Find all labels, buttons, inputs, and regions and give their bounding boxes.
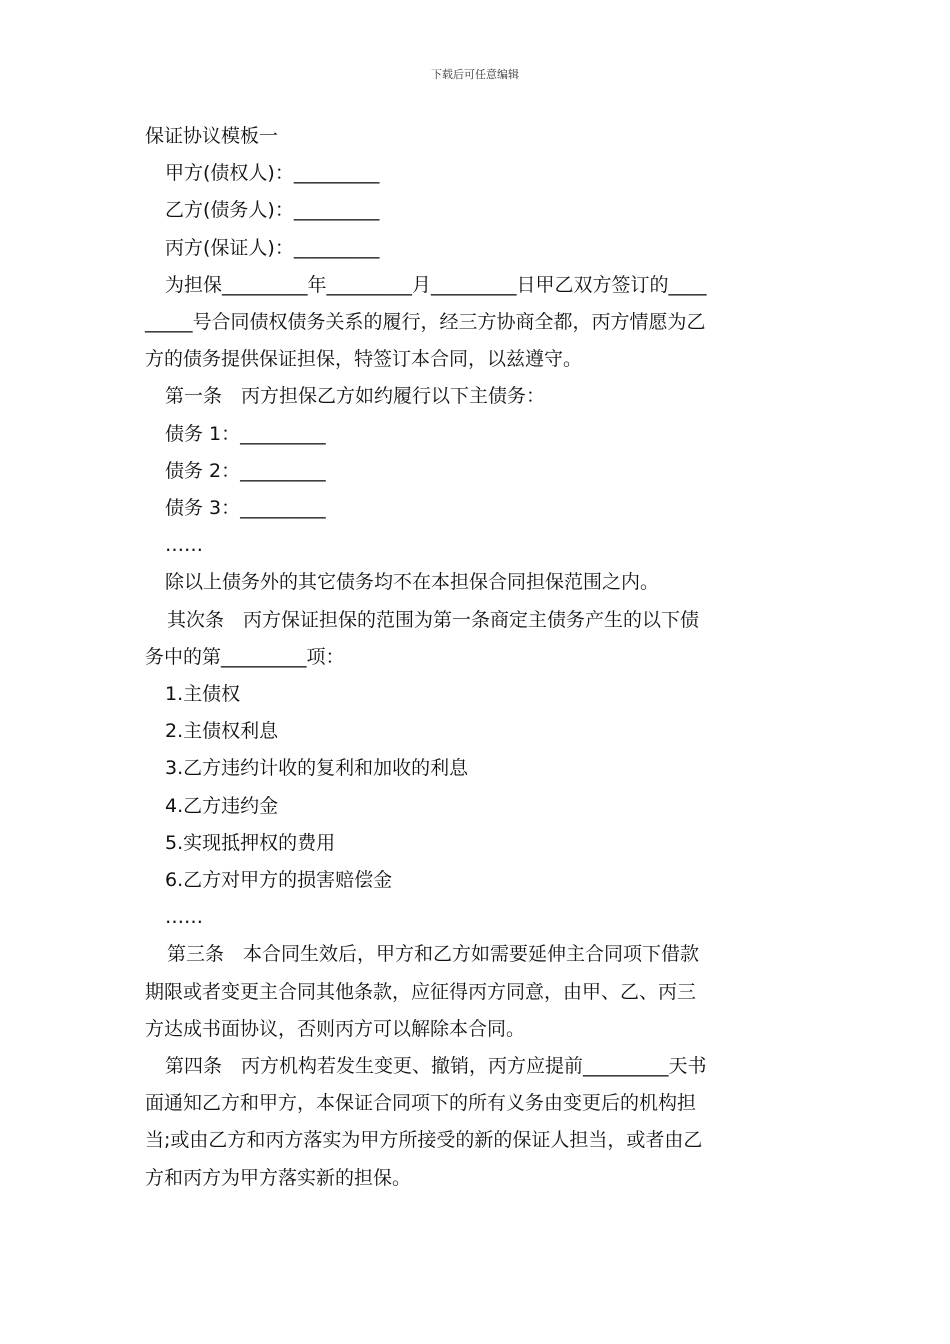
- scope-item-5: 5.实现抵押权的费用: [165, 831, 336, 854]
- scope-item-1: 1.主债权: [165, 683, 241, 706]
- intro-line-1: 为担保_________年_________月_________日甲乙双方签订的____: [165, 273, 707, 296]
- page-header: 下载后可任意编辑: [431, 68, 519, 81]
- article1-note: 除以上债务外的其它债务均不在本担保合同担保范围之内。: [165, 571, 660, 594]
- debt-line-2: 债务 2：_________: [165, 459, 326, 482]
- party-c-line: 丙方(保证人)：_________: [165, 236, 380, 259]
- article3-line-2: 期限或者变更主合同其他条款，应征得丙方同意，由甲、乙、丙三: [145, 980, 697, 1003]
- scope-item-4: 4.乙方违约金: [165, 794, 279, 817]
- party-a-line: 甲方(债权人)：_________: [165, 162, 380, 185]
- document-body: [145, 118, 810, 1197]
- article3-line-3: 方达成书面协议，否则丙方可以解除本合同。: [145, 1017, 526, 1040]
- intro-line-2: _____号合同债权债务关系的履行，经三方协商全都，丙方情愿为乙: [145, 311, 706, 334]
- scope-item-3: 3.乙方违约计收的复利和加收的利息: [165, 757, 469, 780]
- scope-item-6: 6.乙方对甲方的损害赔偿金: [165, 869, 393, 892]
- intro-line-3: 方的债务提供保证担保，特签订本合同，以兹遵守。: [145, 348, 583, 371]
- article2-line-1: 其次条 丙方保证担保的范围为第一条商定主债务产生的以下债: [167, 608, 700, 631]
- article4-line-4: 方和丙方为甲方落实新的担保。: [145, 1166, 412, 1189]
- article1-ellipsis: ……: [165, 534, 203, 557]
- article2-ellipsis: ……: [165, 906, 203, 929]
- article4-line-2: 面通知乙方和甲方，本保证合同项下的所有义务由变更后的机构担: [145, 1092, 697, 1115]
- article4-line-1: 第四条 丙方机构若发生变更、撤销，丙方应提前_________天书: [165, 1055, 707, 1078]
- document-title: 保证协议模板一: [145, 125, 279, 147]
- scope-item-2: 2.主债权利息: [165, 720, 279, 743]
- debt-line-1: 债务 1：_________: [165, 422, 326, 445]
- article1-heading: 第一条 丙方担保乙方如约履行以下主债务：: [165, 385, 546, 408]
- article2-line-2: 务中的第_________项：: [145, 645, 345, 668]
- debt-line-3: 债务 3：_________: [165, 497, 326, 520]
- party-b-line: 乙方(债务人)：_________: [165, 199, 380, 222]
- article3-line-1: 第三条 本合同生效后，甲方和乙方如需要延伸主合同项下借款: [167, 943, 700, 966]
- article4-line-3: 当;或由乙方和丙方落实为甲方所接受的新的保证人担当，或者由乙: [145, 1129, 703, 1152]
